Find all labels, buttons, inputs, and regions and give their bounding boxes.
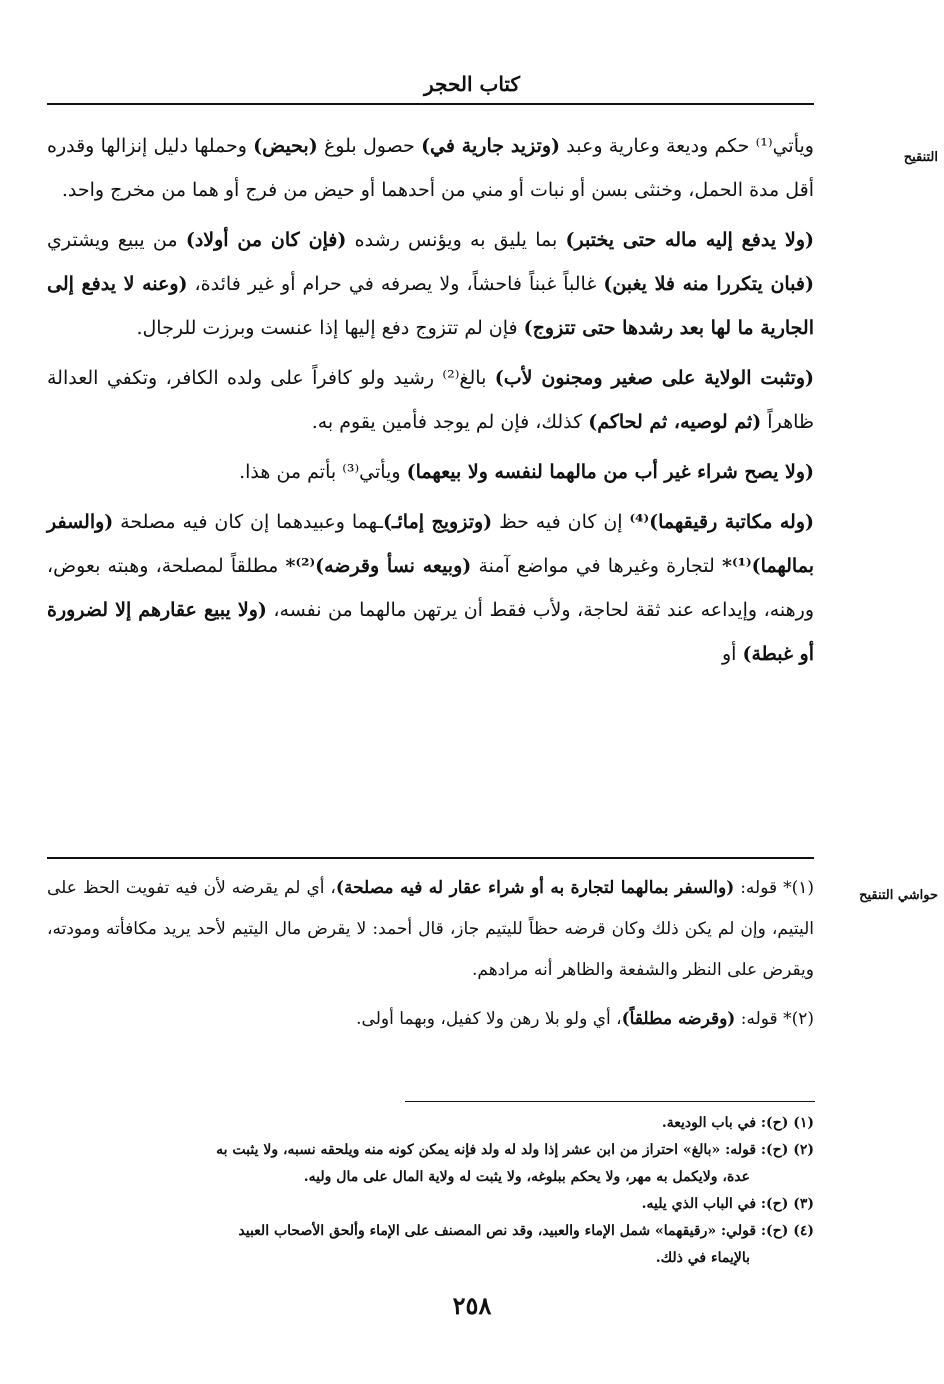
text-run: ويأتي⁽¹⁾ حكم وديعة وعارية وعبد: [560, 135, 814, 157]
running-header-title: كتاب الحجر: [424, 72, 520, 96]
footnote-4-continuation: بالإيماء في ذلك.: [655, 1250, 750, 1266]
text-run: ـهما وعبيدهما إن كان فيه مصلحة: [113, 511, 383, 533]
text-run: مطلقاً لمصلحة، وهبته بعوض، ورهنه، وإيداعه عند ثقة لحاجة، ولأب فقط أن يرتهن مالهما من نفسه،: [47, 555, 815, 621]
hawashi-note-2: [47, 999, 814, 1040]
note-label: (١)* قوله:: [734, 878, 814, 898]
text-run: ، أي لم يقرضه لأن فيه تفويت الحظ على اليتيم، وإن لم يكن ذلك وكان قرضه حظاً لليتيم جاز، قال أحمد: لا يقرض مال اليتيم لأحد يريد مكافأته ومودته، ويقرض على النظر والشفعة والظاهر أنه مرادهم.: [47, 878, 814, 980]
footnotes-section: [47, 1110, 814, 1272]
text-run: كذلك، فإن لم يوجد فأمين يقوم به.: [311, 411, 589, 433]
hawashi-section: [47, 868, 814, 1040]
text-run: حصول بلوغ: [317, 135, 422, 157]
side-label-hawashi: حواشي التنقيح: [859, 888, 938, 903]
hawashi-note-1: [47, 868, 814, 991]
matn-quote: (والسفر بمالهما)⁽¹⁾*: [47, 511, 814, 577]
side-label-tanqih: التنقيح: [903, 150, 938, 165]
text-run: لتجارة وغيرها في مواضع آمنة: [471, 555, 723, 577]
text-run: ويأتي⁽³⁾ بأتم من هذا.: [239, 461, 407, 483]
note-label: (٢)* قوله:: [735, 1009, 814, 1029]
main-paragraph-1: [47, 124, 814, 212]
text-run: أو: [721, 643, 743, 665]
text-run: إن كان فيه حظ: [492, 511, 630, 533]
matn-quote: (بحيض): [253, 135, 318, 157]
text-run: بالغ⁽²⁾ رشيد ولو كافراً على ولده الكافر، وتكفي العدالة ظاهراً: [47, 367, 814, 433]
hawashi-divider: [47, 857, 814, 859]
matn-quote: (ولا يدفع إليه ماله حتى يختبر): [565, 229, 814, 251]
text-run: فإن لم تتزوج دفع إليها إذا عنست وبرزت للرجال.: [136, 317, 524, 339]
page-number: ٢٥٨: [452, 1291, 492, 1320]
matn-quote: (ولا يصح شراء غير أب من مالهما لنفسه ولا بيعهما): [406, 461, 814, 483]
text-run: غالباً غبناً فاحشاً، ولا يصرفه في حرام أو غير فائدة،: [187, 273, 604, 295]
main-text-body: [47, 124, 814, 676]
matn-quote: (وعنه لا يدفع إلى الجارية ما لها بعد رشدها حتى تتزوج): [47, 273, 814, 339]
main-paragraph-2: [47, 218, 814, 350]
footnote-1: (١) (ح): في باب الوديعة.: [661, 1115, 814, 1131]
text-run: بما يليق به ويؤنس رشده: [346, 229, 566, 251]
main-paragraph-4: [47, 450, 814, 494]
note-quote: (وقرضه مطلقاً): [621, 1009, 736, 1029]
footnotes-divider: [405, 1101, 815, 1102]
matn-quote: (وتثبت الولاية على صغير ومجنون لأب): [494, 367, 815, 389]
matn-quote: (وله مكاتبة رقيقهما)⁽⁴⁾: [629, 511, 815, 533]
matn-quote: (وبيعه نسأ وقرضه)⁽²⁾*: [285, 555, 472, 577]
footnote-4: (٤) (ح): قولي: «رقيقهما» شمل الإماء والعبيد، وقد نص المصنف على الإماء وألحق الأصحاب العبيد: [238, 1223, 814, 1239]
footnote-2-continuation: عدة، ولايكمل به مهر، ولا يحكم ببلوغه، ولا يثبت له ولاية المال على مال وليه.: [303, 1169, 750, 1185]
matn-quote: (ولا يبيع عقارهم إلا لضرورة أو غبطة): [47, 599, 814, 665]
matn-quote: (فبان يتكررا منه فلا يغبن): [603, 273, 814, 295]
note-quote: (والسفر بمالهما لتجارة به أو شراء عقار له فيه مصلحة): [335, 878, 735, 898]
matn-quote: (ثم لوصيه، ثم لحاكم): [588, 411, 762, 433]
header-divider: [47, 103, 814, 105]
text-run: وحملها دليل إنزالها وقدره أقل مدة الحمل، وخنثى بسن أو نبات أو مني من أحدهما أو حيض من فرج أو هما من مخرج واحد.: [47, 135, 814, 201]
main-paragraph-5: [47, 500, 814, 676]
main-paragraph-3: [47, 356, 814, 444]
footnote-2: (٢) (ح): قوله: «بالغ» احتراز من ابن عشر إذا ولد له ولد فإنه يمكن كونه منه ويلحقه نسبه، ولا يثبت به: [216, 1142, 814, 1158]
footnote-3: (٣) (ح): في الباب الذي يليه.: [641, 1196, 814, 1212]
matn-quote: (وتزيد جارية في): [421, 135, 561, 157]
text-run: من يبيع ويشتري: [47, 229, 186, 251]
matn-quote: (وتزويج إمائـ): [382, 511, 493, 533]
matn-quote: (فإن كان من أولاد): [185, 229, 347, 251]
text-run: ، أي ولو بلا رهن ولا كفيل، وبهما أولى.: [356, 1009, 622, 1029]
